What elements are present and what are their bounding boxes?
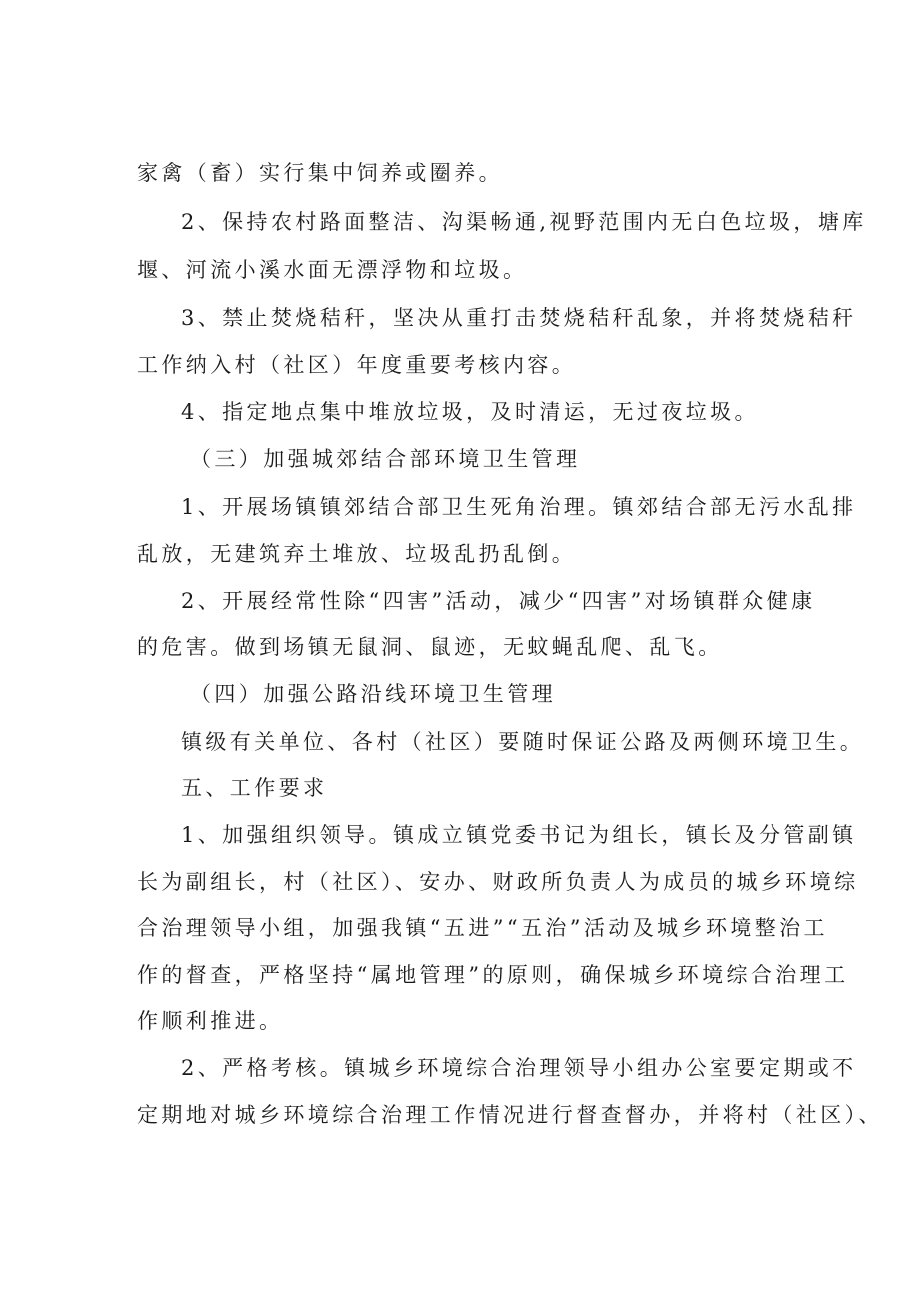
- paragraph-line: 镇级有关单位、各村（社区）要随时保证公路及两侧环境卫生。: [181, 730, 865, 754]
- paragraph-line: 合治理领导小组，加强我镇“五进”“五治”活动及城乡环境整治工: [137, 916, 828, 940]
- paragraph-line: 乱放，无建筑弃土堆放、垃圾乱扔乱倒。: [137, 542, 577, 566]
- paragraph-line: 长为副组长，村（社区）、安办、财政所负责人为成员的城乡环境综: [137, 870, 859, 894]
- paragraph-line: 2、保持农村路面整洁、沟渠畅通,视野范围内无白色垃圾，塘库: [181, 210, 867, 234]
- paragraph-line: 家禽（畜）实行集中饲养或圈养。: [137, 161, 503, 185]
- paragraph-line: 1、加强组织领导。镇成立镇党委书记为组长，镇长及分管副镇: [181, 823, 857, 847]
- paragraph-line: 2、严格考核。镇城乡环境综合治理领导小组办公室要定期或不: [181, 1056, 857, 1080]
- paragraph-line: 定期地对城乡环境综合治理工作情况进行督查督办，并将村（社区）、: [137, 1103, 883, 1127]
- paragraph-line: 的危害。做到场镇无鼠洞、鼠迹，无蚊蝇乱爬、乱飞。: [137, 635, 723, 659]
- paragraph-line: 作顺利推进。: [137, 1009, 284, 1033]
- paragraph-line: 作的督查，严格坚持“属地管理”的原则，确保城乡环境综合治理工: [137, 963, 849, 987]
- section-heading: 五、工作要求: [181, 776, 328, 800]
- paragraph-line: 堰、河流小溪水面无漂浮物和垃圾。: [137, 258, 528, 282]
- paragraph-line: 2、开展经常性除“四害”活动，减少“四害”对场镇群众健康: [181, 589, 816, 613]
- paragraph-line: 3、禁止焚烧秸秆，坚决从重打击焚烧秸秆乱象，并将焚烧秸秆: [181, 306, 857, 330]
- paragraph-line: 4、指定地点集中堆放垃圾，及时清运，无过夜垃圾。: [181, 400, 759, 424]
- paragraph-line: 1、开展场镇镇郊结合部卫生死角治理。镇郊结合部无污水乱排: [181, 495, 857, 519]
- section-heading: （四）加强公路沿线环境卫生管理: [190, 682, 556, 706]
- paragraph-line: 工作纳入村（社区）年度重要考核内容。: [137, 353, 577, 377]
- section-heading: （三）加强城郊结合部环境卫生管理: [190, 447, 581, 471]
